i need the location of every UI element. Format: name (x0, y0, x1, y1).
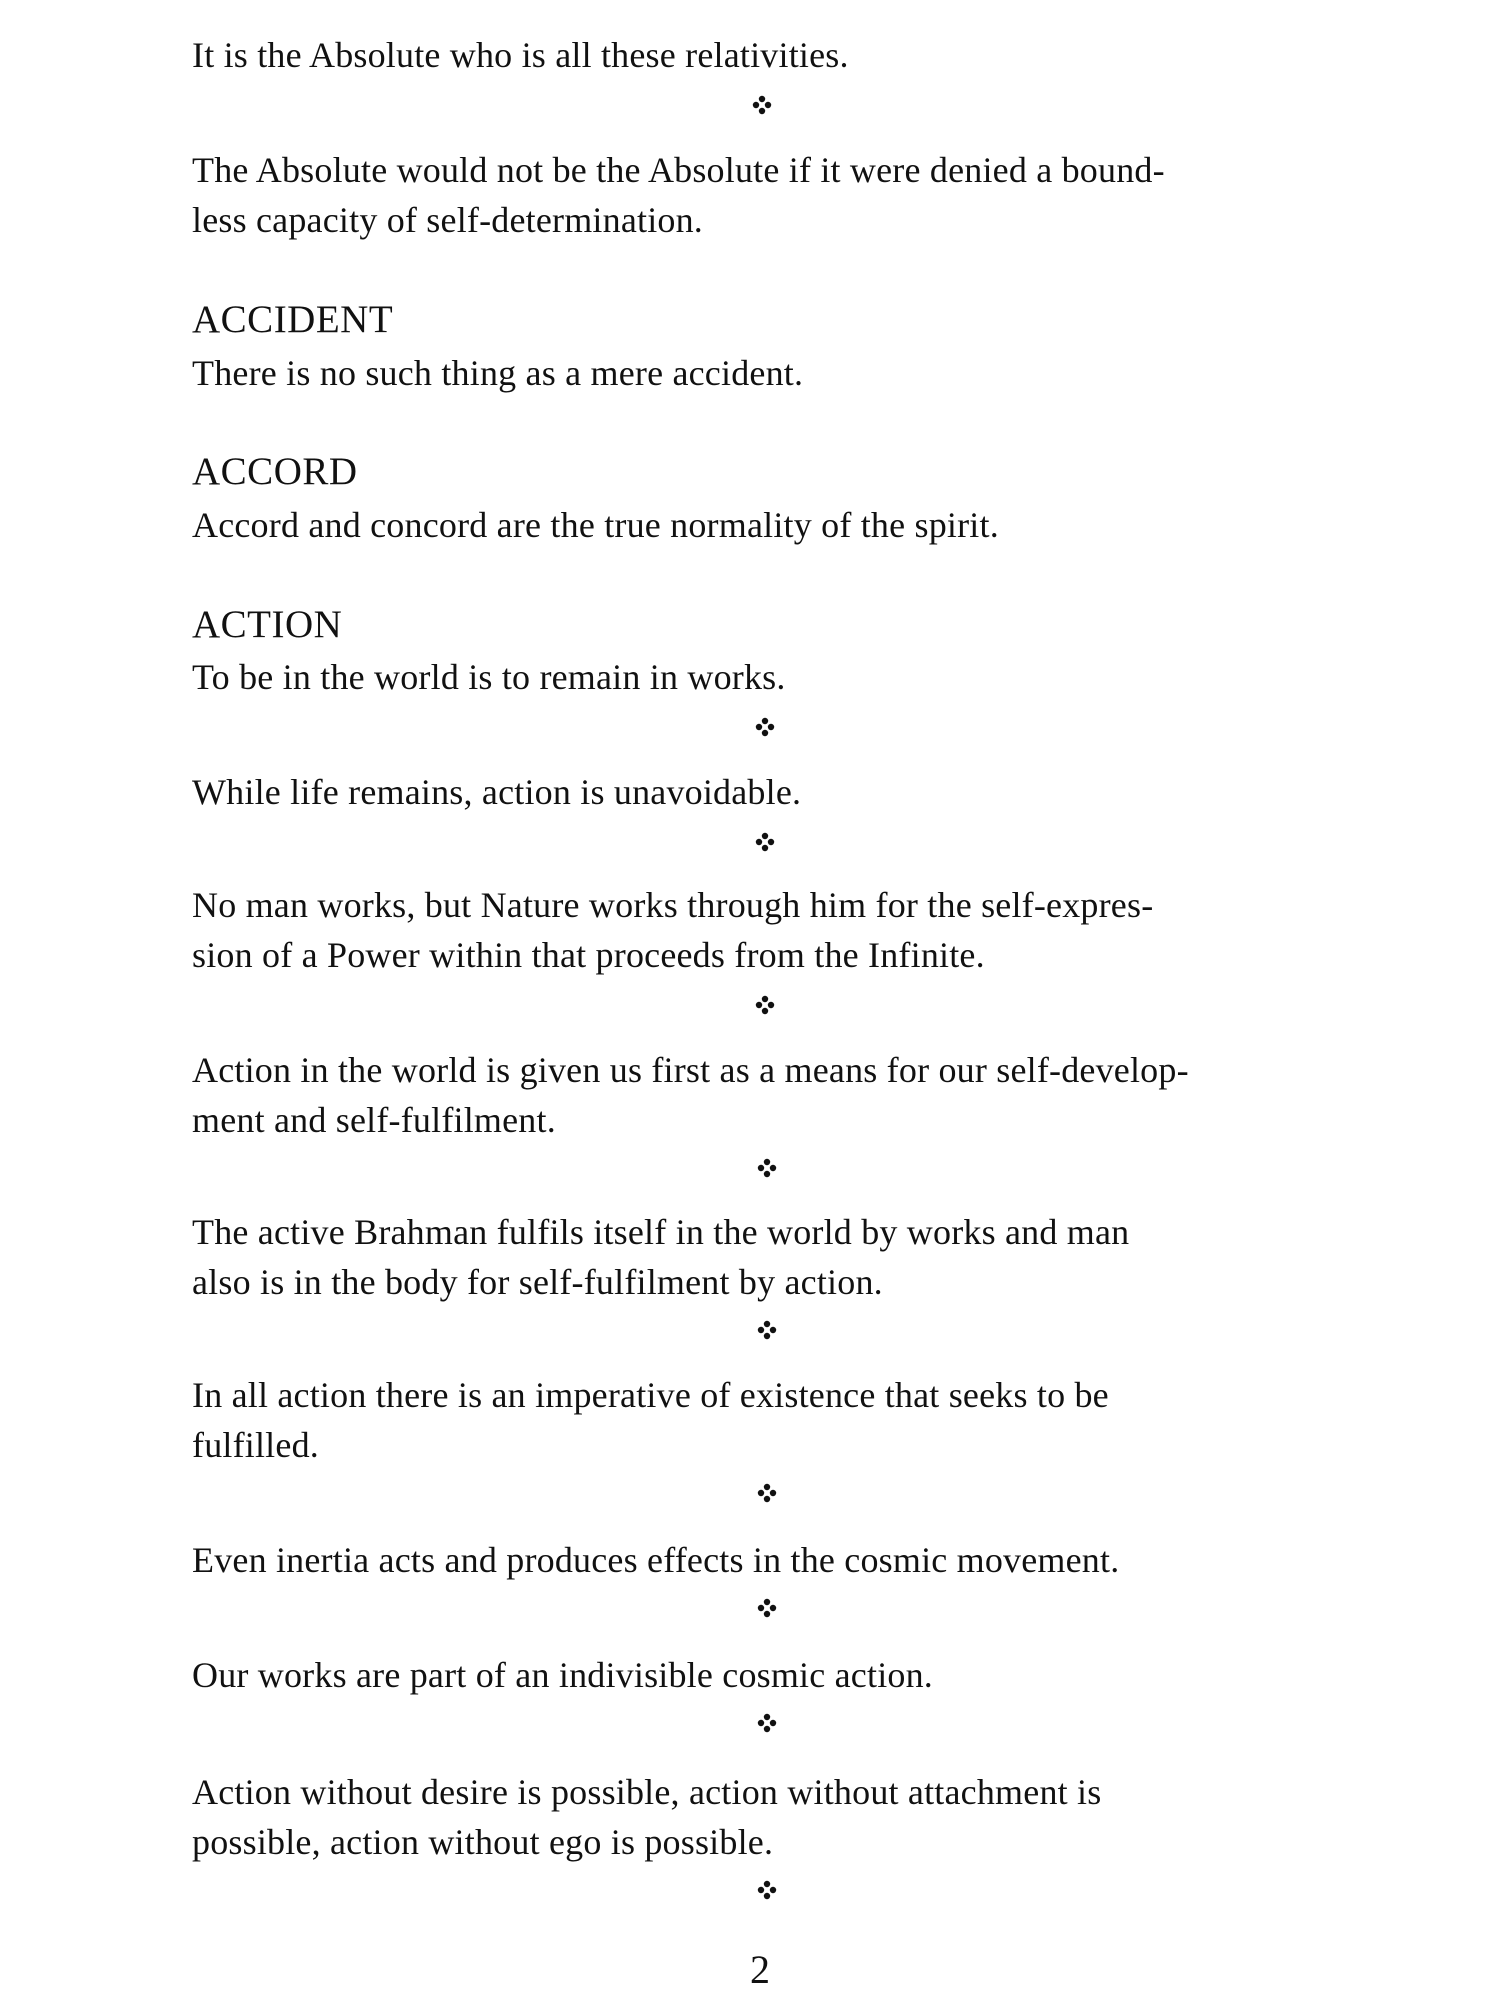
four-dot-diamond-icon (757, 1598, 777, 1618)
quote-line: No man works, but Nature works through him for the self-expres- (192, 885, 1154, 925)
section-heading-accident: ACCIDENT (192, 298, 394, 341)
quote-line: Accord and concord are the true normality of the spirit. (192, 505, 999, 545)
quote-line: ment and self-fulfilment. (192, 1100, 556, 1140)
four-dot-diamond-icon (757, 1320, 777, 1340)
quote-line: less capacity of self-determination. (192, 200, 704, 240)
quote-line: It is the Absolute who is all these relativities. (192, 35, 849, 75)
quote-line: fulfilled. (192, 1425, 319, 1465)
quote-line: Action without desire is possible, action without attachment is (192, 1772, 1102, 1812)
four-dot-diamond-icon (755, 832, 775, 852)
four-dot-diamond-icon (755, 995, 775, 1015)
four-dot-diamond-icon (757, 1713, 777, 1733)
section-heading-action: ACTION (192, 603, 343, 646)
quote-line: Action in the world is given us first as a means for our self-develop- (192, 1050, 1189, 1090)
quote-line: To be in the world is to remain in works. (192, 657, 786, 697)
quote-line: sion of a Power within that proceeds from the Infinite. (192, 935, 985, 975)
four-dot-diamond-icon (757, 1483, 777, 1503)
quote-line: Even inertia acts and produces effects in the cosmic movement. (192, 1540, 1120, 1580)
quote-line: In all action there is an imperative of existence that seeks to be (192, 1375, 1109, 1415)
quote-line: Our works are part of an indivisible cosmic action. (192, 1655, 933, 1695)
section-heading-accord: ACCORD (192, 450, 358, 493)
page-number: 2 (750, 1947, 770, 1992)
quote-line: also is in the body for self-fulfilment by action. (192, 1262, 883, 1302)
quote-line: While life remains, action is unavoidable. (192, 772, 802, 812)
quote-line: The Absolute would not be the Absolute if it were denied a bound- (192, 150, 1165, 190)
four-dot-diamond-icon (752, 95, 772, 115)
four-dot-diamond-icon (755, 717, 775, 737)
quote-line: possible, action without ego is possible. (192, 1822, 774, 1862)
quote-line: There is no such thing as a mere accident. (192, 353, 804, 393)
four-dot-diamond-icon (757, 1880, 777, 1900)
quote-line: The active Brahman fulfils itself in the world by works and man (192, 1212, 1130, 1252)
four-dot-diamond-icon (757, 1158, 777, 1178)
